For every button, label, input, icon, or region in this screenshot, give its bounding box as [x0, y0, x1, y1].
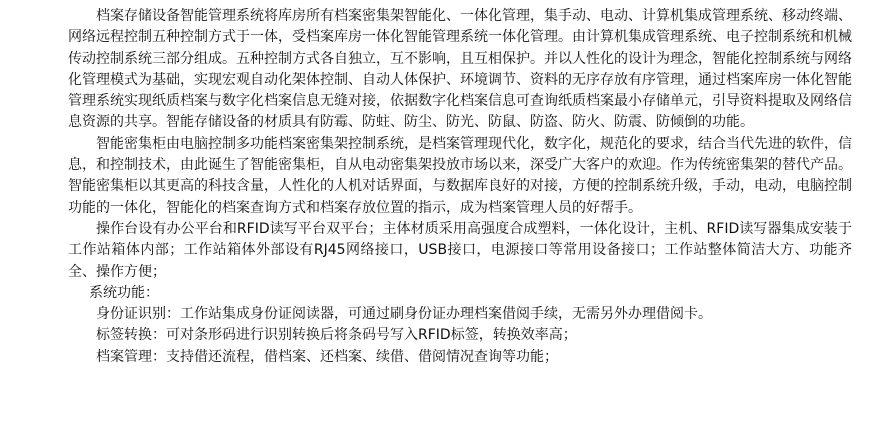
function-item-archive-management: 档案管理：支持借还流程，借档案、还档案、续借、借阅情况查询等功能；	[96, 348, 558, 365]
paragraph-workstation: 操作台设有办公平台和RFID读写平台双平台；主体材质采用高强度合成塑料，一体化设计，主机、RFID读写器集成安装于工作站箱体内部；工作站箱体外部设有RJ45网络接口，USB接口，电源接口等常用设备接口；工作站整体简洁大方、功能齐全、操作方便；	[68, 220, 852, 280]
functions-heading: 系统功能：	[89, 284, 159, 301]
paragraph-system-overview: 档案存储设备智能管理系统将库房所有档案密集架智能化、一体化管理，集手动、电动、计算机集成管理系统、移动终端、网络远程控制五种控制方式于一体，受档案库房一体化智能管理系统一体化管理。由计算机集成管理系统、电子控制系统和机械传动控制系统三部分组成。五种控制方式各自独立，互不影响，且互相保护。并以人性化的设计为理念，智能化控制系统与网络化管理模式为基础，实现宏观自动化架体控制、自动人体保护、环境调节、资料的无序存放有序管理，通过档案库房一体化智能管理系统实现纸质档案与数字化档案信息无缝对接，依据数字化档案信息可查询纸质档案最小存储单元，引导资料提取及网络信息资源的共享。智能存储设备的材质具有防霉、防蛀、防尘、防光、防鼠、防盗、防火、防震、防倾倒的功能。	[68, 8, 852, 131]
function-item-id-card: 身份证识别：工作站集成身份证阅读器，可通过刷身份证办理档案借阅手续，无需另外办理借阅卡。	[96, 306, 712, 323]
paragraph-smart-cabinet: 智能密集柜由电脑控制多功能档案密集架控制系统，是档案管理现代化，数字化，规范化的要求，结合当代先进的软件，信息，和控制技术，由此诞生了智能密集柜，自从电动密集架投放市场以来，深受广大客户的欢迎。作为传统密集架的替代产品。 智能密集柜以其更高的科技含量，人性化的人机对话界面，与数据库良好的对接，方便的控制系统升级，手动，电动，电脑控制功能的一体化，智能化的档案查询方式和档案存放位置的指示，成为档案管理人员的好帮手。	[68, 135, 852, 216]
function-item-label-conversion: 标签转换：可对条形码进行识别转换后将条码号写入RFID标签，转换效率高；	[96, 327, 577, 344]
document-body	[68, 6, 852, 368]
